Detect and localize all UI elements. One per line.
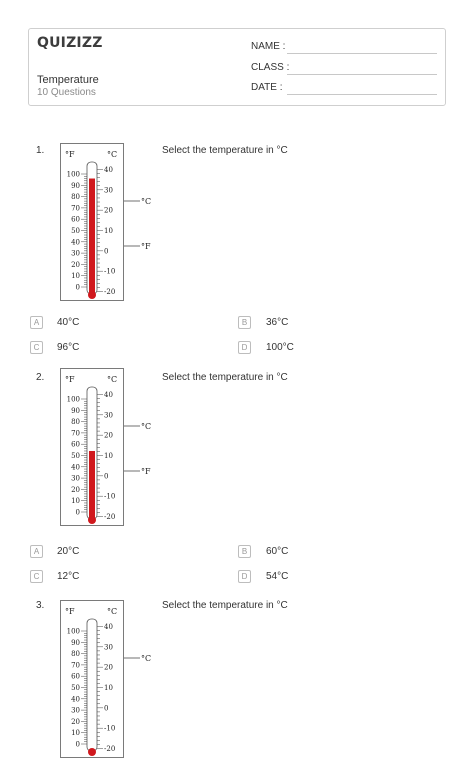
f-tick-label: 50 — [71, 452, 80, 460]
f-tick-label: 80 — [71, 193, 80, 202]
f-tick-label: 80 — [71, 650, 80, 659]
f-tick-label: 100 — [66, 627, 80, 636]
c-tick-label: 0 — [104, 247, 109, 256]
fahrenheit-unit-label: °F — [65, 607, 75, 616]
celsius-unit-label: °C — [107, 150, 118, 159]
c-tick-label: 20 — [104, 431, 113, 440]
celsius-pointer-label: °C — [141, 197, 152, 206]
f-tick-label: 40 — [71, 695, 80, 704]
f-tick-label: 20 — [71, 260, 80, 269]
f-tick-label: 70 — [71, 429, 80, 438]
date-field-line[interactable] — [287, 94, 437, 95]
mercury-column — [89, 179, 95, 294]
c-tick-label: 10 — [104, 227, 113, 235]
f-tick-label: 90 — [71, 638, 80, 647]
worksheet-title: Temperature — [37, 74, 99, 86]
option-text-1a[interactable]: 40°C — [57, 317, 80, 328]
f-tick-label: 40 — [71, 238, 80, 247]
date-label: DATE : — [251, 82, 283, 93]
option-box-1d[interactable]: D — [238, 341, 251, 354]
option-box-2a[interactable]: A — [30, 545, 43, 558]
c-tick-label: 0 — [104, 704, 109, 713]
f-tick-label: 0 — [75, 283, 80, 292]
fahrenheit-unit-label: °F — [65, 375, 75, 384]
name-label: NAME : — [251, 41, 286, 52]
c-tick-label: 40 — [104, 622, 113, 631]
question-3-text: Select the temperature in °C — [162, 600, 288, 611]
option-text-1d[interactable]: 100°C — [266, 342, 294, 353]
question-2-text: Select the temperature in °C — [162, 372, 288, 383]
f-tick-label: 10 — [71, 729, 80, 738]
question-1-text: Select the temperature in °C — [162, 145, 288, 156]
f-tick-label: 0 — [75, 740, 80, 749]
f-tick-label: 100 — [66, 170, 80, 179]
question-1-number: 1. — [36, 145, 45, 156]
thermometer-tube — [87, 619, 97, 751]
mercury-column — [89, 451, 95, 519]
c-tick-label: -10 — [104, 724, 116, 733]
c-tick-label: -10 — [104, 267, 116, 276]
c-tick-label: -20 — [104, 513, 116, 522]
f-tick-label: 70 — [71, 661, 80, 670]
f-tick-label: 50 — [71, 684, 80, 692]
c-tick-label: 30 — [104, 643, 113, 652]
name-field-line[interactable] — [287, 53, 437, 54]
c-tick-label: 40 — [104, 390, 113, 399]
worksheet-header — [28, 28, 446, 106]
thermometer-2 — [60, 368, 124, 526]
fahrenheit-unit-label: °F — [65, 150, 75, 159]
option-box-1b[interactable]: B — [238, 316, 251, 329]
c-tick-label: 20 — [104, 206, 113, 215]
f-tick-label: 10 — [71, 272, 80, 281]
option-text-2d[interactable]: 54°C — [266, 571, 289, 582]
c-tick-label: -20 — [104, 288, 116, 297]
c-tick-label: 40 — [104, 165, 113, 174]
f-tick-label: 10 — [71, 497, 80, 506]
option-text-2a[interactable]: 20°C — [57, 546, 80, 557]
option-box-2c[interactable]: C — [30, 570, 43, 583]
celsius-unit-label: °C — [107, 607, 118, 616]
f-tick-label: 30 — [71, 706, 80, 715]
option-text-2b[interactable]: 60°C — [266, 546, 289, 557]
mercury-bulb — [88, 516, 96, 524]
c-tick-label: 0 — [104, 472, 109, 481]
f-tick-label: 60 — [71, 215, 80, 224]
question-2-number: 2. — [36, 372, 45, 383]
f-tick-label: 20 — [71, 485, 80, 494]
option-box-1c[interactable]: C — [30, 341, 43, 354]
f-tick-label: 0 — [75, 508, 80, 517]
c-tick-label: 10 — [104, 452, 113, 460]
option-box-2b[interactable]: B — [238, 545, 251, 558]
f-tick-label: 30 — [71, 249, 80, 258]
c-tick-label: 20 — [104, 663, 113, 672]
f-tick-label: 30 — [71, 474, 80, 483]
f-tick-label: 60 — [71, 440, 80, 449]
option-text-1b[interactable]: 36°C — [266, 317, 289, 328]
class-field-line[interactable] — [287, 74, 437, 75]
f-tick-label: 60 — [71, 672, 80, 681]
f-tick-label: 90 — [71, 406, 80, 415]
thermometer-3 — [60, 600, 124, 758]
f-tick-label: 80 — [71, 418, 80, 427]
f-tick-label: 40 — [71, 463, 80, 472]
question-3-number: 3. — [36, 600, 45, 611]
option-box-1a[interactable]: A — [30, 316, 43, 329]
f-tick-label: 90 — [71, 181, 80, 190]
mercury-bulb — [88, 291, 96, 299]
option-box-2d[interactable]: D — [238, 570, 251, 583]
f-tick-label: 100 — [66, 395, 80, 404]
option-text-1c[interactable]: 96°C — [57, 342, 80, 353]
celsius-unit-label: °C — [107, 375, 118, 384]
option-text-2c[interactable]: 12°C — [57, 571, 80, 582]
f-tick-label: 20 — [71, 717, 80, 726]
quizizz-logo: QUIZIZZ — [37, 35, 103, 51]
f-tick-label: 50 — [71, 227, 80, 235]
fahrenheit-pointer-label: °F — [141, 242, 151, 251]
question-count: 10 Questions — [37, 87, 96, 98]
mercury-bulb — [88, 748, 96, 756]
f-tick-label: 70 — [71, 204, 80, 213]
c-tick-label: -10 — [104, 492, 116, 501]
celsius-pointer-label: °C — [141, 654, 152, 663]
c-tick-label: -20 — [104, 745, 116, 754]
c-tick-label: 30 — [104, 186, 113, 195]
class-label: CLASS : — [251, 62, 290, 73]
c-tick-label: 10 — [104, 684, 113, 692]
thermometer-1 — [60, 143, 124, 301]
fahrenheit-pointer-label: °F — [141, 467, 151, 476]
celsius-pointer-label: °C — [141, 422, 152, 431]
c-tick-label: 30 — [104, 411, 113, 420]
